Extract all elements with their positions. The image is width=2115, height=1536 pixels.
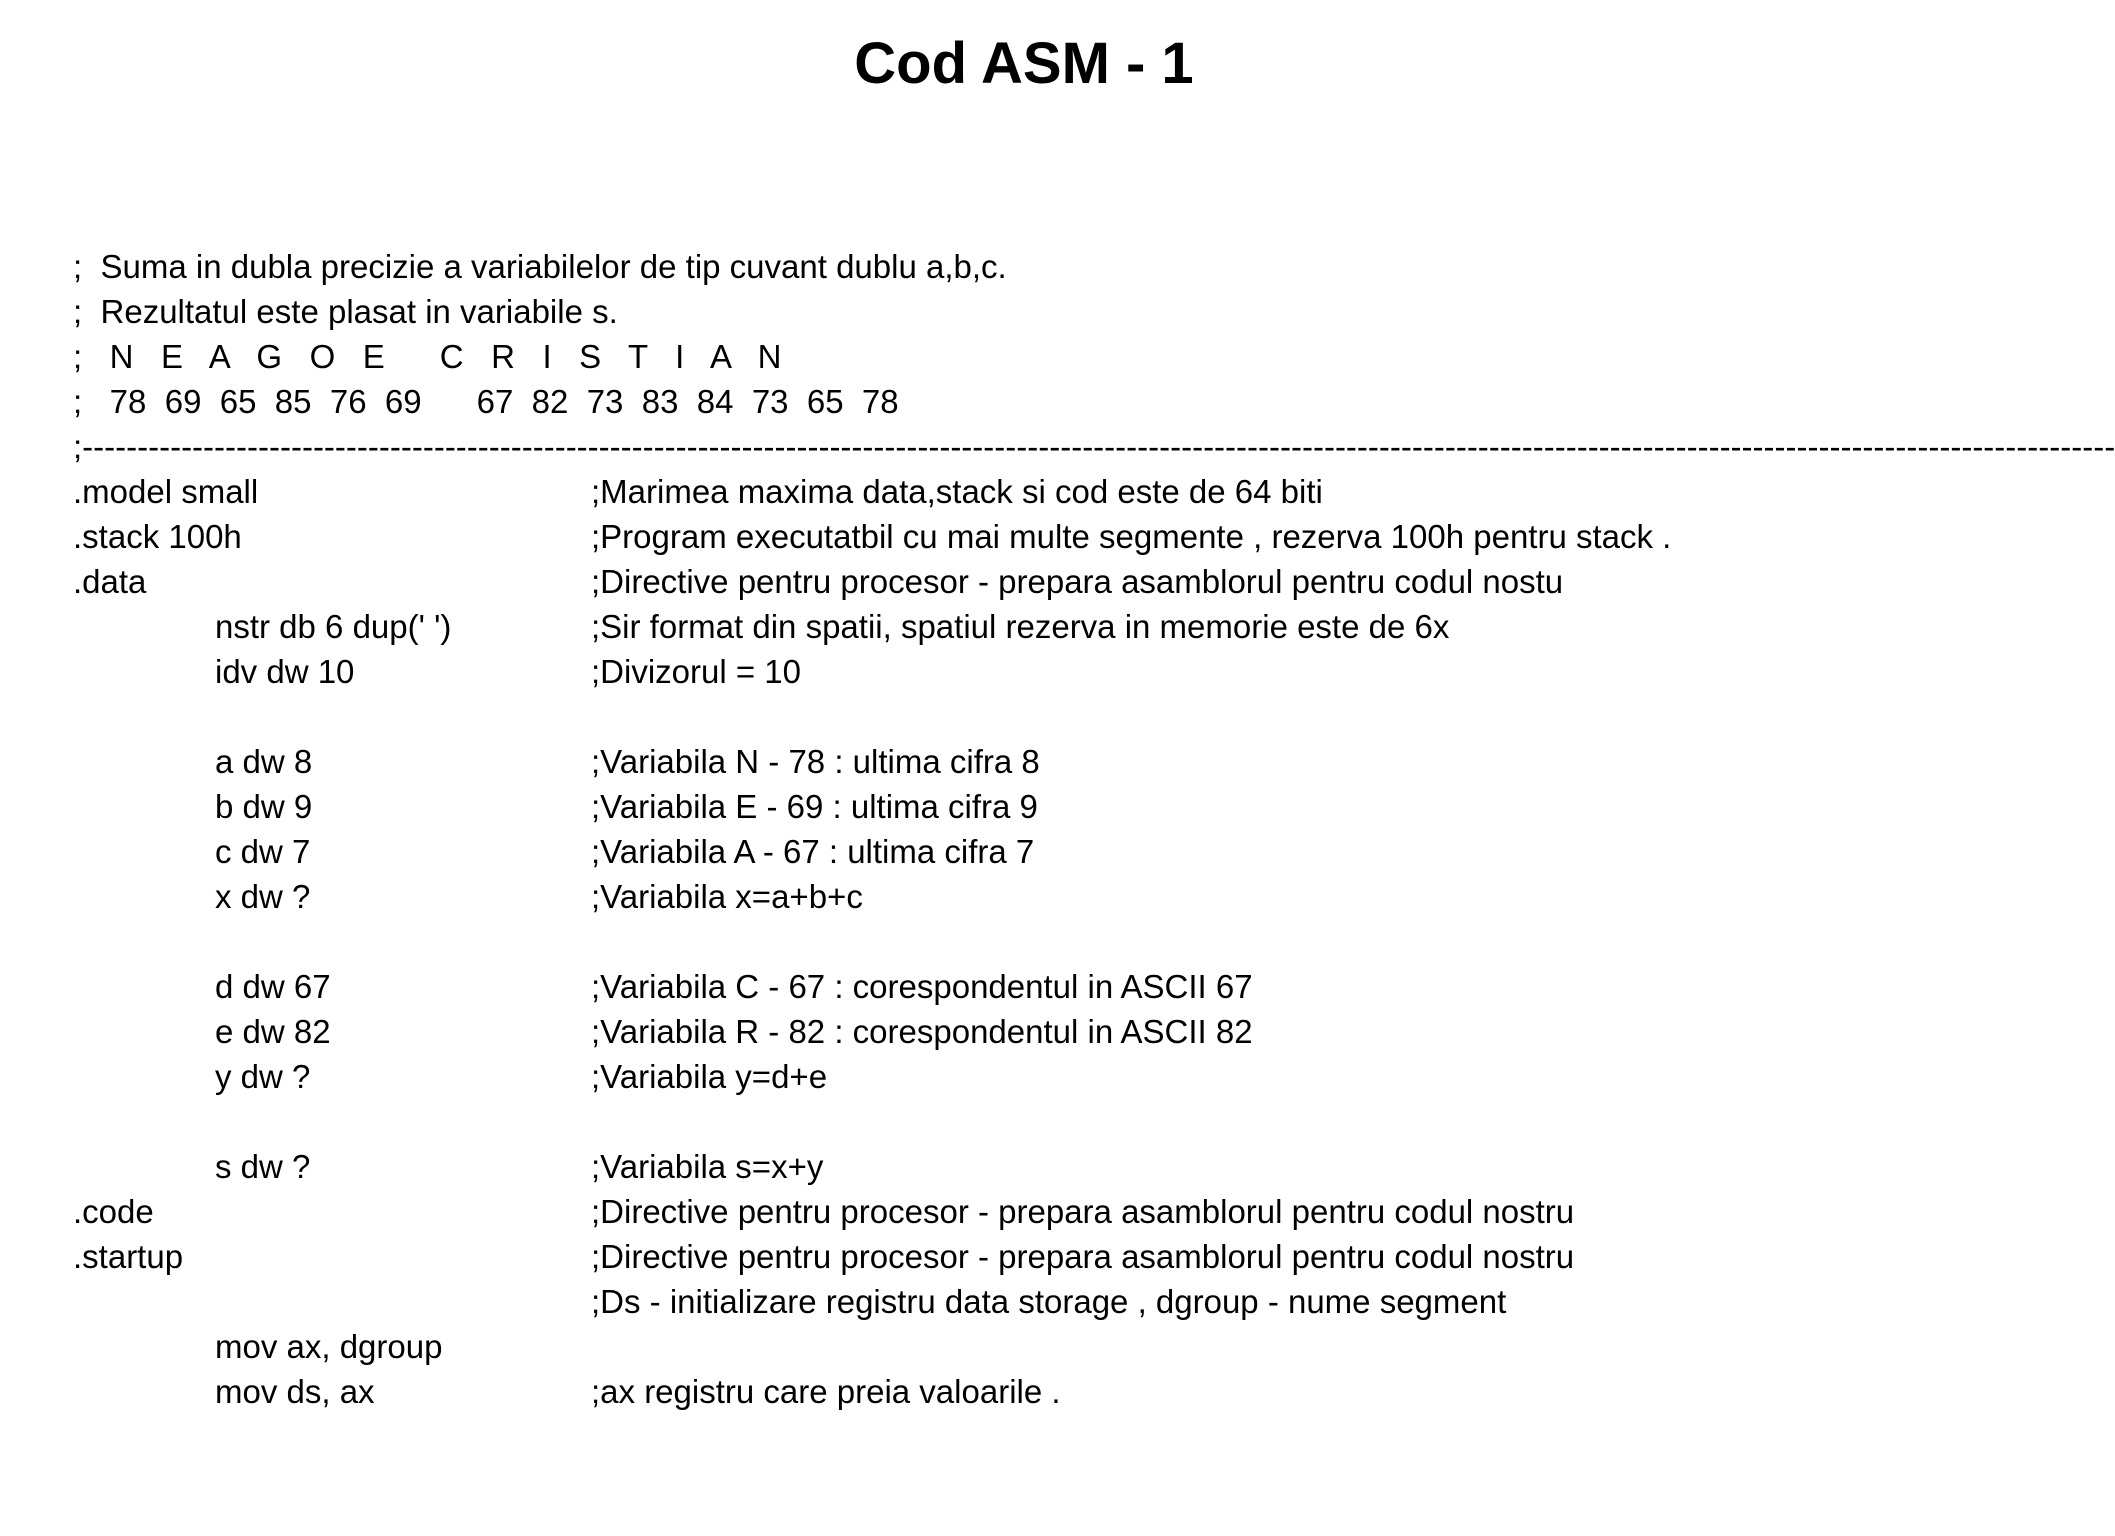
code-instruction: b dw 9 <box>215 788 313 825</box>
code-line <box>73 1054 2013 1099</box>
code-instruction: e dw 82 <box>215 1013 331 1050</box>
code-comment: ;Ds - initializare registru data storage , dgroup - nume segment <box>591 1283 1507 1320</box>
code-comment: ;Directive pentru procesor - prepara asamblorul pentru codul nostru <box>591 1238 1575 1275</box>
code-comment: ;Variabila C - 67 : corespondentul in ASCII 67 <box>591 968 1253 1005</box>
code-line <box>73 1279 2013 1324</box>
code-line <box>73 1324 2013 1369</box>
code-comment: ;Variabila E - 69 : ultima cifra 9 <box>591 788 1038 825</box>
code-instruction: .startup <box>73 1238 184 1275</box>
code-instruction: mov ds, ax <box>215 1373 375 1410</box>
code-instruction: .model small <box>73 473 259 510</box>
code-comment: ;ax registru care preia valoarile . <box>591 1373 1061 1410</box>
code-comment: ;Directive pentru procesor - prepara asamblorul pentru codul nostu <box>591 563 1564 600</box>
code-comment: ;Variabila x=a+b+c <box>591 878 863 915</box>
code-listing <box>73 244 2115 1414</box>
code-comment: ;Variabila s=x+y <box>591 1148 824 1185</box>
code-comment: ;Divizorul = 10 <box>591 653 802 690</box>
code-line <box>73 559 2013 604</box>
code-line <box>73 649 2013 694</box>
code-line <box>73 1144 2013 1189</box>
slide-title: Cod ASM - 1 <box>854 31 1194 96</box>
code-instruction: c dw 7 <box>215 833 311 870</box>
code-comment: ;Variabila N - 78 : ultima cifra 8 <box>591 743 1040 780</box>
header-comment-text: ; 78 69 65 85 76 69 67 82 73 83 84 73 65 78 <box>73 383 899 420</box>
header-comment-line <box>73 334 2013 379</box>
code-instruction: y dw ? <box>215 1058 311 1095</box>
code-line <box>73 829 2013 874</box>
code-line <box>73 784 2013 829</box>
code-comment: ;Sir format din spatii, spatiul rezerva in memorie este de 6x <box>591 608 1450 645</box>
code-instruction: .data <box>73 563 147 600</box>
code-comment: ;Marimea maxima data,stack si cod este de 64 biti <box>591 473 1323 510</box>
code-line <box>73 1099 2013 1144</box>
code-line <box>73 604 2013 649</box>
code-comment: ;Directive pentru procesor - prepara asamblorul pentru codul nostru <box>591 1193 1575 1230</box>
header-comment-line <box>73 244 2013 289</box>
code-line <box>73 964 2013 1009</box>
code-line <box>73 874 2013 919</box>
header-comment-text: ; Suma in dubla precizie a variabilelor de tip cuvant dublu a,b,c. <box>73 248 1007 285</box>
code-instruction: x dw ? <box>215 878 311 915</box>
code-comment: ;Variabila R - 82 : corespondentul in ASCII 82 <box>591 1013 1253 1050</box>
code-instruction: idv dw 10 <box>215 653 355 690</box>
code-comment: ;Variabila y=d+e <box>591 1058 828 1095</box>
separator-line <box>73 424 2115 469</box>
code-line <box>73 919 2013 964</box>
header-comment-line <box>73 379 2013 424</box>
separator-text: ;----------------------------------------------------------------------------------------------------------------------------------------------------------------------------------------- <box>73 428 2115 465</box>
code-instruction: mov ax, dgroup <box>215 1328 443 1365</box>
code-line <box>73 1234 2013 1279</box>
code-instruction: nstr db 6 dup(' ') <box>215 608 452 645</box>
code-line <box>73 1189 2013 1234</box>
code-line <box>73 1369 2013 1414</box>
code-line <box>73 469 2013 514</box>
header-comment-text: ; N E A G O E C R I S T I A N <box>73 338 782 375</box>
code-comment: ;Program executatbil cu mai multe segmente , rezerva 100h pentru stack . <box>591 518 1672 555</box>
code-comment: ;Variabila A - 67 : ultima cifra 7 <box>591 833 1035 870</box>
code-instruction: s dw ? <box>215 1148 311 1185</box>
header-comment-line <box>73 289 2013 334</box>
code-line <box>73 739 2013 784</box>
code-instruction: a dw 8 <box>215 743 313 780</box>
code-line <box>73 694 2013 739</box>
code-line <box>73 1009 2013 1054</box>
code-instruction: .code <box>73 1193 154 1230</box>
header-comment-text: ; Rezultatul este plasat in variabile s. <box>73 293 618 330</box>
code-line <box>73 514 2013 559</box>
code-instruction: .stack 100h <box>73 518 242 555</box>
code-instruction: d dw 67 <box>215 968 331 1005</box>
